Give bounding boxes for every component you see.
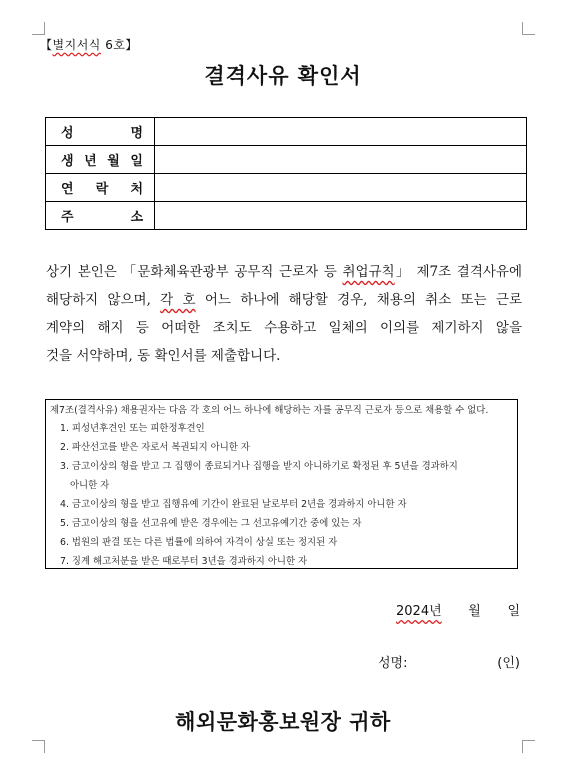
statement-line: 것을 서약하며, 동 확인서를 제출합니다. bbox=[46, 348, 281, 364]
crop-mark-top-left bbox=[32, 22, 45, 35]
signature-label: 성명: bbox=[378, 656, 408, 671]
label-contact: 연 락 처 bbox=[46, 174, 155, 202]
address-field[interactable] bbox=[155, 202, 527, 230]
date-year[interactable]: 2024년 bbox=[396, 604, 442, 619]
list-item: 4. 금고이상의 형을 받고 집행유예 기간이 완료된 날로부터 2년을 경과하지 아니한 자 bbox=[60, 499, 407, 510]
table-row bbox=[46, 174, 527, 202]
form-number: 【별지서식 6호】 bbox=[40, 38, 138, 52]
signature-line bbox=[378, 652, 520, 671]
crop-mark-bottom-left bbox=[32, 740, 45, 753]
clause-heading: 제7조(결격사유) 채용권자는 다음 각 호의 어느 하나에 해당하는 자를 공무직 근로자 등으로 채용할 수 없다. bbox=[50, 405, 489, 416]
date-day[interactable]: 일 bbox=[507, 604, 520, 619]
table-row bbox=[46, 118, 527, 146]
date-line bbox=[396, 600, 520, 619]
statement-paragraph bbox=[46, 258, 522, 370]
list-item: 6. 법원의 판결 또는 다른 법률에 의하여 자격이 상실 또는 정지된 자 bbox=[60, 537, 338, 548]
crop-mark-bottom-right bbox=[522, 740, 535, 753]
label-address: 주 소 bbox=[46, 202, 155, 230]
statement-line: 해당하지 않으며, 각 호 어느 하나에 해당할 경우, 채용의 취소 또는 근로 bbox=[46, 292, 522, 308]
document-title: 결격사유 확인서 bbox=[204, 64, 362, 88]
crop-mark-top-right bbox=[522, 22, 535, 35]
applicant-info-table bbox=[45, 117, 527, 230]
table-row bbox=[46, 146, 527, 174]
list-item: 2. 파산선고를 받은 자로서 복권되지 아니한 자 bbox=[60, 442, 250, 453]
statement-line: 계약의 해지 등 어떠한 조치도 수용하고 일체의 이의를 제기하지 않을 bbox=[46, 320, 522, 336]
label-name: 성 명 bbox=[46, 118, 155, 146]
list-item: 3. 금고이상의 형을 받고 그 집행이 종료되거나 집행을 받지 아니하기로 확정된 후 5년을 경과하지 아니한 자 bbox=[60, 461, 458, 491]
list-item: 7. 징계 해고처분을 받은 때로부터 3년을 경과하지 아니한 자 bbox=[60, 556, 308, 567]
seal-mark[interactable]: (인) bbox=[497, 656, 520, 671]
list-item: 1. 피성년후견인 또는 피한정후견인 bbox=[60, 423, 205, 434]
table-row bbox=[46, 202, 527, 230]
clause-list bbox=[46, 419, 517, 571]
recipient-line: 해외문화홍보원장 귀하 bbox=[175, 710, 391, 734]
name-field[interactable] bbox=[155, 118, 527, 146]
birthdate-field[interactable] bbox=[155, 146, 527, 174]
label-birthdate: 생 년 월 일 bbox=[46, 146, 155, 174]
contact-field[interactable] bbox=[155, 174, 527, 202]
disqualification-clause-box bbox=[45, 399, 518, 569]
date-month[interactable]: 월 bbox=[468, 604, 481, 619]
statement-line: 상기 본인은 「문화체육관광부 공무직 근로자 등 취업규칙」 제7조 결격사유에 bbox=[46, 264, 522, 280]
list-item: 5. 금고이상의 형을 선고유예 받은 경우에는 그 선고유예기간 중에 있는 자 bbox=[60, 518, 362, 529]
